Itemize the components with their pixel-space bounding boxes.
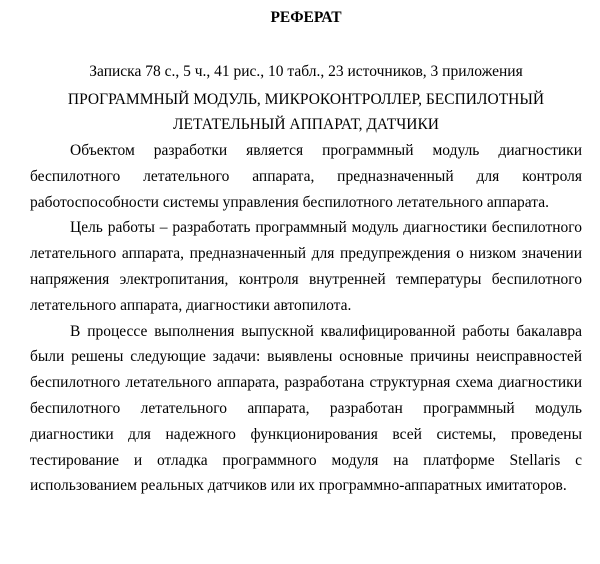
document-keywords: ПРОГРАММНЫЙ МОДУЛЬ, МИКРОКОНТРОЛЛЕР, БЕСПИЛОТНЫЙ ЛЕТАТЕЛЬНЫЙ АППАРАТ, ДАТЧИКИ xyxy=(67,91,545,133)
paragraph-tasks: В процессе выполнения выпускной квалифицированной работы бакалавра были решены следующие задачи: выявлены основные причины неисправностей беспилотного летательного аппарата, разработана структурная схема диагностики беспилотного летательного аппарата, разработан программный модуль диагностики для надежного функционирования всей системы, проведены тестирование и отладка программного модуля на платформе Stellaris с использованием реальных датчиков или их программно-аппаратных имитаторов. xyxy=(30,322,582,495)
paragraph-goal: Цель работы – разработать программный модуль диагностики беспилотного летательного аппарата, предназначенный для предупреждения о низком значении напряжения электропитания, контроля внутренней температуры беспилотного летательного аппарата, диагностики автопилота. xyxy=(30,219,582,314)
document-meta-line: Записка 78 с., 5 ч., 41 рис., 10 табл., 23 источников, 3 приложения xyxy=(89,63,523,80)
paragraph-object: Объектом разработки является программный модуль диагностики беспилотного летательного аппарата, предназначенный для контроля работоспособности системы управления беспилотного летательного аппарата. xyxy=(30,142,582,211)
document-title: РЕФЕРАТ xyxy=(270,9,342,26)
